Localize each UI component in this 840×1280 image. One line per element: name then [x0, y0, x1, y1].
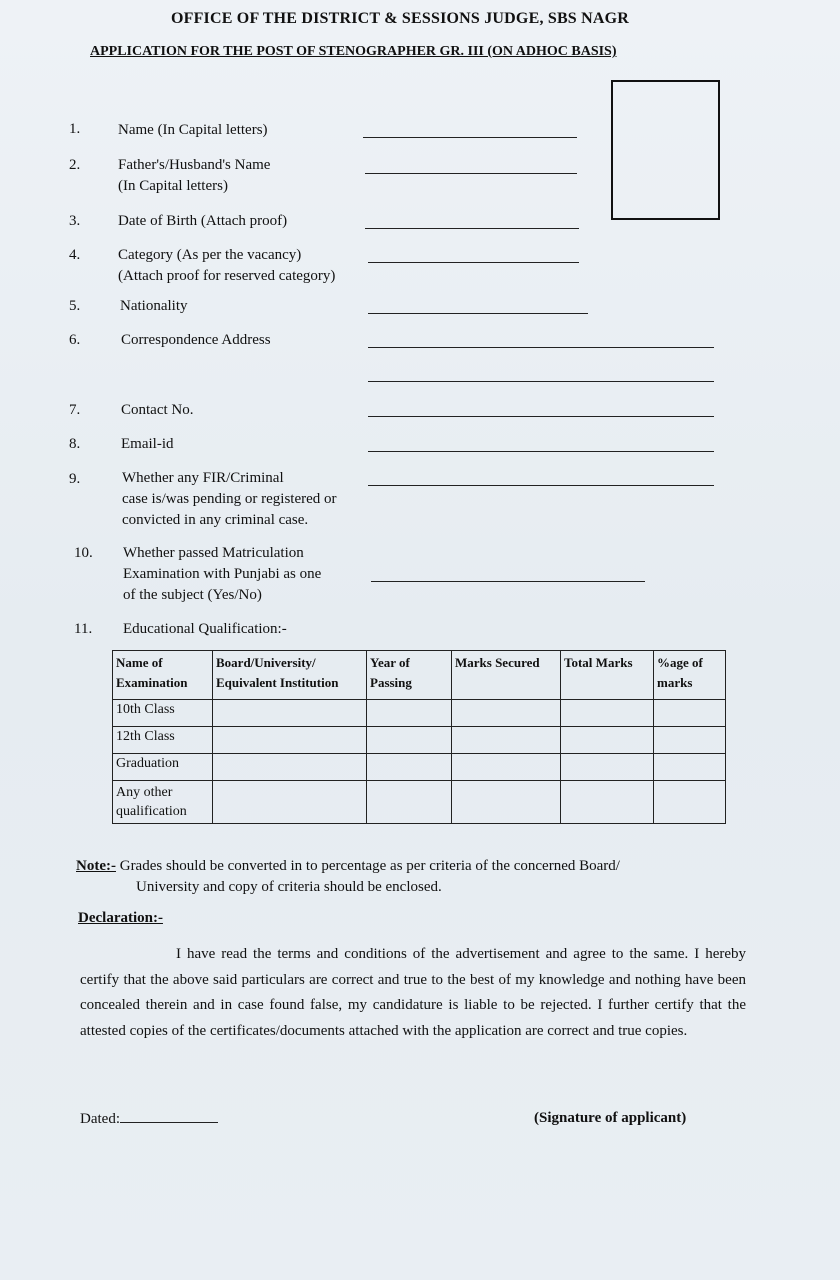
col-header-year: Year of Passing: [367, 651, 452, 700]
cell-marks-secured[interactable]: [452, 727, 561, 754]
col-header-total-marks: Total Marks: [561, 651, 654, 700]
table-row: [113, 754, 726, 781]
field-number: 1.: [69, 121, 81, 137]
field-number: 7.: [69, 402, 81, 418]
field-line-matriculation[interactable]: [371, 581, 645, 582]
field-label-matriculation: Whether passed Matriculation Examination with Punjabi as one of the subject (Yes/No): [123, 545, 322, 603]
field-label-name: Name (In Capital letters): [118, 122, 268, 138]
cell-board[interactable]: [213, 781, 367, 824]
cell-marks-secured[interactable]: [452, 754, 561, 781]
field-label-dob: Date of Birth (Attach proof): [118, 213, 288, 229]
field-line-fir[interactable]: [368, 485, 714, 486]
field-line-contact[interactable]: [368, 416, 714, 417]
field-label-contact: Contact No.: [121, 402, 194, 418]
field-number: 9.: [69, 471, 81, 487]
table-row: [113, 700, 726, 727]
cell-year[interactable]: [367, 781, 452, 824]
field-number: 4.: [69, 247, 81, 263]
note-label: Note:-: [76, 858, 116, 874]
cell-marks-secured[interactable]: [452, 781, 561, 824]
field-number: 3.: [69, 213, 81, 229]
field-label-address: Correspondence Address: [121, 332, 271, 348]
application-title: APPLICATION FOR THE POST OF STENOGRAPHER GR. III (ON ADHOC BASIS): [90, 44, 617, 59]
field-line-category[interactable]: [368, 262, 579, 263]
field-number: 10.: [74, 545, 93, 561]
field-line-address-1[interactable]: [368, 347, 714, 348]
table-header-row: [113, 651, 726, 700]
education-table: [112, 650, 726, 824]
signature-label: (Signature of applicant): [534, 1110, 687, 1126]
cell-year[interactable]: [367, 700, 452, 727]
cell-year[interactable]: [367, 727, 452, 754]
cell-year[interactable]: [367, 754, 452, 781]
cell-percentage[interactable]: [654, 754, 726, 781]
dated-line[interactable]: [120, 1122, 218, 1123]
cell-exam: Graduation: [113, 754, 213, 781]
field-number: 2.: [69, 157, 81, 173]
cell-total-marks[interactable]: [561, 781, 654, 824]
dated-field: Dated:: [80, 1111, 218, 1128]
cell-percentage[interactable]: [654, 727, 726, 754]
cell-exam: 10th Class: [113, 700, 213, 727]
field-line-dob[interactable]: [365, 228, 579, 229]
field-line-email[interactable]: [368, 451, 714, 452]
field-label-father-name: Father's/Husband's Name (In Capital letters): [118, 157, 271, 194]
cell-total-marks[interactable]: [561, 727, 654, 754]
table-row: [113, 727, 726, 754]
cell-percentage[interactable]: [654, 700, 726, 727]
cell-percentage[interactable]: [654, 781, 726, 824]
cell-board[interactable]: [213, 700, 367, 727]
field-label-nationality: Nationality: [120, 298, 188, 314]
field-label-category: Category (As per the vacancy) (Attach proof for reserved category): [118, 247, 336, 284]
office-heading: OFFICE OF THE DISTRICT & SESSIONS JUDGE, SBS NAGR: [170, 10, 630, 27]
field-label-email: Email-id: [121, 436, 174, 452]
field-line-name[interactable]: [363, 137, 577, 138]
table-row: [113, 781, 726, 824]
photo-box: [611, 80, 720, 220]
cell-marks-secured[interactable]: [452, 700, 561, 727]
field-line-father-name[interactable]: [365, 173, 577, 174]
field-label-fir: Whether any FIR/Criminal case is/was pending or registered or convicted in any criminal case.: [122, 470, 337, 528]
cell-total-marks[interactable]: [561, 700, 654, 727]
col-header-exam: Name of Examination: [113, 651, 213, 700]
col-header-percentage: %age of marks: [654, 651, 726, 700]
note: Note:- Grades should be converted in to percentage as per criteria of the concerned Board/ University and copy of criteria should be enclosed.: [76, 858, 620, 895]
cell-board[interactable]: [213, 727, 367, 754]
cell-board[interactable]: [213, 754, 367, 781]
declaration-text: I have read the terms and conditions of the advertisement and agree to the same. I hereby certify that the above said particulars are correct and true to the best of my knowledge and nothing have been concealed therein and in case found false, my candidature is liable to be rejected. I further certify that the attested copies of the certificates/documents attached with the application are correct and true copies.: [80, 946, 746, 1039]
field-line-nationality[interactable]: [368, 313, 588, 314]
field-number: 11.: [74, 621, 93, 637]
field-number: 5.: [69, 298, 81, 314]
cell-exam: 12th Class: [113, 727, 213, 754]
field-number: 6.: [69, 332, 81, 348]
field-label-education: Educational Qualification:-: [123, 621, 287, 637]
col-header-board: Board/University/ Equivalent Institution: [213, 651, 367, 700]
cell-total-marks[interactable]: [561, 754, 654, 781]
field-number: 8.: [69, 436, 81, 452]
field-line-address-2[interactable]: [368, 381, 714, 382]
col-header-marks-secured: Marks Secured: [452, 651, 561, 700]
declaration-heading: Declaration:-: [78, 910, 163, 926]
cell-exam: Any other qualification: [113, 781, 213, 824]
